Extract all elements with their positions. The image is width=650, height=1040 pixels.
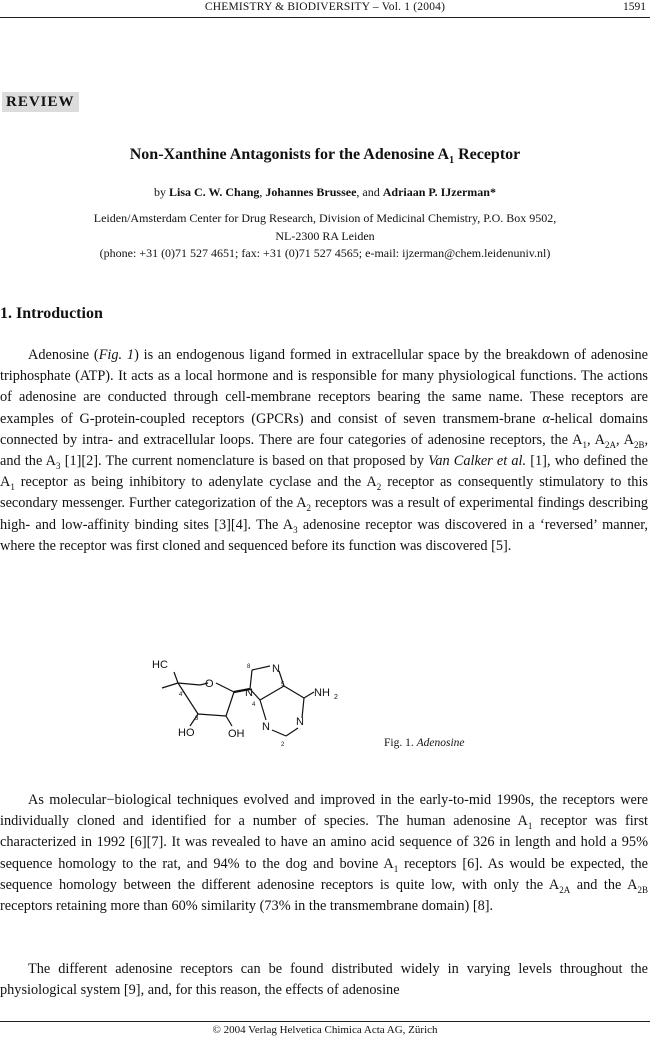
author-3: Adriaan P. IJzerman* — [382, 185, 496, 199]
by-word: by — [154, 185, 170, 199]
journal-title: CHEMISTRY & BIODIVERSITY – Vol. 1 (2004) — [204, 1, 446, 13]
affiliation-line-2: NL-2300 RA Leiden — [275, 229, 375, 243]
adenosine-structure-figure — [148, 656, 348, 746]
svg-text:4: 4 — [252, 702, 256, 708]
svg-text:2: 2 — [281, 742, 285, 746]
author-sep: , — [259, 185, 266, 199]
paragraph-cloning: As molecular−biological techniques evolved and improved in the early-to-mid 1990s, the receptors were individually cloned and identified for a number of species. The human adenosine $A_1$ receptor was first characterized in 1992 [6][7]. It was revealed to have an amino acid sequence of 326 in length and hold a 95% sequence homology to the rat, and 94% to the dog and bovine $A_1$ receptors [6]. As would be expected, the sequence homology between the different adenosine receptors is quite low, with only the $A_{2A}$ and the $A_{2B}$ receptors retaining more than 60% similarity (73% in the transmembrane domain) [8]. — [0, 792, 648, 915]
running-header — [0, 0, 650, 18]
paragraph-intro: Adenosine (Fig. 1) is an endogenous ligand formed in extracellular space by the breakdown of adenosine triphosphate (ATP). It acts as a local hormone and is responsible for many physiological functions. The actions of adenosine are conducted through cell-membrane receptors bearing the same name. These receptors are examples of G-protein-coupled receptors (GPCRs) and consist of seven transmem-brane α-helical domains connected by intra- and extracellular loops. There are four categories of adenosine receptors, the $A_1$, $A_{2A}$, $A_{2B}$, and the $A_3$ [1][2]. The current nomenclature is based on that proposed by Van Calker et al. [1], who defined the $A_1$ receptor as being inhibitory to adenylate cyclase and the $A_2$ receptor as consequently stimulatory to this secondary messenger. Further categorization of the $A_2$ receptors was a result of experimental findings describing high- and low-affinity binding sites [3][4]. The $A_3$ adenosine receptor was discovered in a ‘reversed’ manner, where the receptor was first cloned and sequenced before its function was discovered [5]. — [0, 347, 649, 554]
label-nh2-subscript: 2 — [334, 694, 338, 701]
citation-author: Van Calker et al. — [428, 453, 527, 470]
title-subscript: 1 — [449, 155, 455, 167]
svg-text:3: 3 — [195, 716, 199, 722]
label-o: O — [205, 678, 214, 690]
structure-bonds — [162, 666, 314, 736]
figure-caption: Fig. 1. Adenosine — [384, 737, 465, 749]
label-n3: N — [262, 721, 270, 733]
author-2: Johannes Brussee — [265, 185, 357, 199]
author-1: Lisa C. W. Chang — [169, 185, 260, 199]
svg-text:5: 5 — [281, 682, 285, 688]
section-heading: 1. Introduction — [0, 305, 103, 322]
label-nh2: NH — [314, 687, 330, 699]
author-line — [0, 185, 650, 200]
page-number: 1591 — [623, 1, 646, 13]
title-text: Non-Xanthine Antagonists for the Adenosine A — [129, 146, 450, 163]
title-tail: Receptor — [454, 146, 521, 163]
label-hc: HC — [152, 659, 168, 671]
affiliation-line-1: Leiden/Amsterdam Center for Drug Research, Division of Medicinal Chemistry, P.O. Box 9502, — [93, 211, 557, 225]
label-n9: N — [245, 687, 253, 699]
figure-reference: Fig. 1 — [98, 347, 135, 363]
label-n7: N — [272, 663, 280, 675]
label-ho: HO — [178, 727, 195, 739]
label-n1: N — [296, 716, 304, 728]
copyright-footer: © 2004 Verlag Helvetica Chimica Acta AG, Zürich — [212, 1024, 438, 1036]
svg-text:4': 4' — [179, 692, 184, 698]
footer-rule — [0, 1021, 650, 1022]
paragraph-distribution: The different adenosine receptors can be found distributed widely in varying levels throughout the physiological system [9], and, for this reason, the effects of adenosine — [0, 961, 648, 999]
structure-atom-labels — [152, 659, 338, 740]
label-oh: OH — [228, 728, 245, 740]
svg-text:8: 8 — [247, 664, 251, 670]
article-title — [0, 146, 650, 166]
contact-line: (phone: +31 (0)71 527 4651; fax: +31 (0)71 527 4565; e-mail: ijzerman@chem.leidenuniv.nl) — [99, 246, 551, 260]
author-sep: , and — [356, 185, 383, 199]
review-badge: REVIEW — [2, 92, 79, 112]
